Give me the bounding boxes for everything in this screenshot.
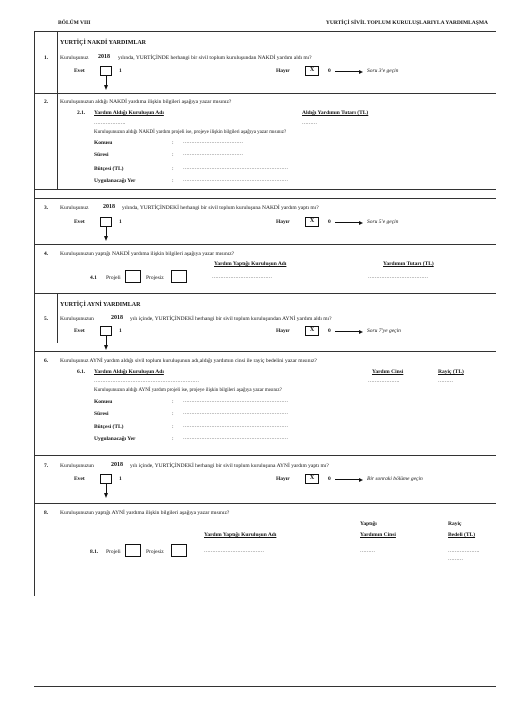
nakdi-section-title: YURTİÇİ NAKDİ YARDIMLAR xyxy=(60,40,147,46)
q7-skip-arrow-icon xyxy=(335,479,360,480)
q6-suresi-label: Süresi xyxy=(94,411,109,417)
q2-col-org: Yardım Aldığı Kuruluşun Adı xyxy=(94,110,164,116)
form-left-border xyxy=(34,31,35,596)
q2-suresi-dots[interactable]: ……………………………… xyxy=(183,152,243,157)
q5-skip-note: Soru 7'ye geçin xyxy=(367,328,401,334)
q6-butcesi-colon: : xyxy=(172,424,174,430)
q8-number: 8. xyxy=(44,510,49,516)
divider-q8 xyxy=(34,503,496,504)
q7-skip-note: Bir sonraki bölüme geçin xyxy=(367,476,423,482)
q5-hayir-label: Hayır xyxy=(276,328,290,334)
q2-butcesi-label: Bütçesi (TL) xyxy=(94,166,124,172)
q6-org-dots[interactable]: ……………………………………………………… xyxy=(94,379,199,384)
q8-org-dots[interactable]: ……………………………… xyxy=(204,549,264,554)
divider-q3 xyxy=(34,198,496,199)
q7-evet-checkbox[interactable] xyxy=(100,474,112,484)
q4-projeli-label: Projeli xyxy=(106,275,121,281)
q8-projeli-label: Projeli xyxy=(106,549,121,555)
q2-butcesi-colon: : xyxy=(172,166,174,172)
q3-year: 2018 xyxy=(103,204,115,210)
q5-year: 2018 xyxy=(111,315,123,321)
q6-uygulanacagi-colon: : xyxy=(172,436,174,442)
q3-evet-checkbox[interactable] xyxy=(100,217,112,227)
q4-projeli-checkbox[interactable] xyxy=(125,270,141,283)
q2-sub-number: 2.1. xyxy=(77,110,86,116)
q1-year: 2018 xyxy=(98,54,110,60)
q6-col-type: Yardım Cinsi xyxy=(372,369,404,375)
q8-projesiz-checkbox[interactable] xyxy=(171,544,187,557)
q6-text: Kuruluşunuz AYNİ yardım aldığı sivil toplum kuruluşunun adı,aldığı yardımın cinsi ile rayiç bedelini yazar mısınız? xyxy=(60,358,317,364)
q7-hayir-label: Hayır xyxy=(276,476,290,482)
q8-projesiz-label: Projesiz xyxy=(146,549,164,555)
q2-suresi-colon: : xyxy=(172,152,174,158)
q2-konusu-dots[interactable]: ……………………………… xyxy=(183,140,243,145)
q6-sub-number: 6.1. xyxy=(77,369,86,375)
inner-left-border-ayni xyxy=(57,293,58,343)
inner-left-border-nakdi xyxy=(57,31,58,189)
q1-down-arrow-icon xyxy=(106,76,107,86)
q2-amount-dots[interactable]: ……… xyxy=(302,121,317,126)
header-title: YURTİÇİ SİVİL TOPLUM KURULUŞLARIYLA YARDIMLAŞMA xyxy=(325,20,488,26)
q5-text: yılı içinde, YURTİÇİNDEKİ herhangi bir sivil toplum kuruluşundan AYNİ yardım aldı mı? xyxy=(130,316,332,322)
q2-suresi-label: Süresi xyxy=(94,152,109,158)
q2-project-question: Kuruluşunuzun aldığı NAKDİ yardım projeli ise, projeye ilişkin bilgileri aşağıya yazar mısınız? xyxy=(94,130,287,135)
divider-q2 xyxy=(34,93,496,94)
q8-value-dots[interactable]: ………………. xyxy=(448,549,480,554)
q6-konusu-dots[interactable]: ……………………………………………………… xyxy=(183,399,288,404)
q2-konusu-colon: : xyxy=(172,140,174,146)
q4-text: Kuruluşunuzun yaptığı NAKDİ yardıma ilişkin bilgileri aşağıya yazar mısınız? xyxy=(60,251,235,257)
divider-q4 xyxy=(34,244,496,245)
divider-q7 xyxy=(34,455,496,456)
q6-suresi-dots[interactable]: ……………………………………………………… xyxy=(183,411,288,416)
q6-uygulanacagi-label: Uygulanacağı Yer xyxy=(94,436,136,442)
q6-uygulanacagi-dots[interactable]: ……………………………………………………… xyxy=(183,436,288,441)
q5-evet-checkbox[interactable] xyxy=(100,326,112,336)
q1-number: 1. xyxy=(44,55,49,61)
q1-hayir-label: Hayır xyxy=(276,68,290,74)
q1-evet-checkbox[interactable] xyxy=(100,66,112,76)
q2-konusu-label: Konusu xyxy=(94,140,113,146)
q3-evet-code: 1 xyxy=(119,219,122,225)
q6-type-dots[interactable]: ………………. xyxy=(368,379,400,384)
q2-uygulanacagi-dots[interactable]: ……………………………………………………… xyxy=(183,178,288,183)
q8-sub-number: 8.1. xyxy=(90,549,99,555)
q1-evet-label: Evet xyxy=(74,68,85,74)
q3-evet-label: Evet xyxy=(74,219,85,225)
q4-number: 4. xyxy=(44,251,49,257)
q7-text-pre: Kuruluşunuzun xyxy=(60,463,94,469)
q8-col-org: Yardım Yaptığı Kuruluşun Adı xyxy=(204,532,277,538)
q8-col-type-line1: Yaptığı xyxy=(360,521,377,527)
q1-hayir-code: 0 xyxy=(328,68,331,74)
q4-col-org: Yardım Yaptığı Kuruluşun Adı xyxy=(214,261,287,267)
q8-type-dots[interactable]: ……… xyxy=(360,549,375,554)
q8-col-value-line1: Rayiç xyxy=(448,521,462,527)
q8-value-dots-continued[interactable]: ……… xyxy=(448,557,463,562)
divider-ayni xyxy=(34,293,496,294)
q7-down-arrow-icon xyxy=(106,484,107,494)
footer-rule xyxy=(34,686,496,687)
q1-text: yılında, YURTİÇİNDE herhangi bir sivil toplum kuruluşundan NAKDİ yardım aldı mı? xyxy=(118,55,312,61)
q8-projeli-checkbox[interactable] xyxy=(125,544,141,557)
q2-org-dots[interactable]: ………………. xyxy=(94,121,126,126)
q5-evet-label: Evet xyxy=(74,328,85,334)
q5-evet-code: 1 xyxy=(119,328,122,334)
q7-year: 2018 xyxy=(111,462,123,468)
q6-col-org: Yardım Aldığı Kuruluşun Adı xyxy=(94,369,164,375)
q1-skip-note: Soru 3'e geçin xyxy=(367,68,399,74)
q4-col-amount: Yardımın Tutarı (TL) xyxy=(383,261,434,267)
q5-text-pre: Kuruluşunuzun xyxy=(60,316,94,322)
q6-butcesi-dots[interactable]: ……………………………………………………… xyxy=(183,424,288,429)
q6-col-value: Rayiç (TL) xyxy=(438,369,464,375)
q5-hayir-code: 0 xyxy=(328,328,331,334)
q6-butcesi-label: Bütçesi (TL) xyxy=(94,424,124,430)
q2-number: 2. xyxy=(44,99,49,105)
divider-q3-top xyxy=(34,189,496,190)
header-rule xyxy=(34,31,496,32)
q8-text: Kuruluşunuzun yaptığı AYNİ yardıma ilişkin bilgileri aşağıya yazar mısınız? xyxy=(60,510,230,516)
q2-uygulanacagi-colon: : xyxy=(172,178,174,184)
q7-number: 7. xyxy=(44,463,49,469)
q4-projesiz-label: Projesiz xyxy=(146,275,164,281)
q2-butcesi-dots[interactable]: ……………………………………………………… xyxy=(183,166,288,171)
q4-projesiz-checkbox[interactable] xyxy=(171,270,187,283)
q3-skip-note: Soru 5'e geçin xyxy=(367,219,399,225)
divider-q6 xyxy=(34,351,496,352)
header-section-label: BÖLÜM VIII xyxy=(58,20,91,26)
q2-col-amount: Aldığı Yardımın Tutarı (TL) xyxy=(302,110,369,116)
q2-uygulanacagi-label: Uygulanacağı Yer xyxy=(94,178,136,184)
q1-text-pre: Kuruluşunuz xyxy=(60,55,89,61)
q3-text-pre: Kuruluşunuz xyxy=(60,205,89,211)
q5-number: 5. xyxy=(44,316,49,322)
q6-value-dots[interactable]: ……… xyxy=(438,379,453,384)
q5-down-arrow-icon xyxy=(106,336,107,346)
q6-konusu-label: Konusu xyxy=(94,399,113,405)
q1-hayir-checkbox[interactable]: X xyxy=(305,66,319,76)
q6-suresi-colon: : xyxy=(172,411,174,417)
q3-number: 3. xyxy=(44,205,49,211)
q3-down-arrow-icon xyxy=(106,227,107,237)
q6-konusu-colon: : xyxy=(172,399,174,405)
q4-sub-number: 4.1 xyxy=(90,275,97,281)
q3-hayir-code: 0 xyxy=(328,219,331,225)
q5-skip-arrow-icon xyxy=(335,331,360,332)
q4-org-dots[interactable]: ……………………………… xyxy=(212,275,272,280)
q7-evet-label: Evet xyxy=(74,476,85,482)
q2-text: Kuruluşunuzun aldığı NAKDİ yardıma ilişkin bilgileri aşağıya yazar mısınız? xyxy=(60,99,232,105)
q7-hayir-code: 0 xyxy=(328,476,331,482)
q7-evet-code: 1 xyxy=(119,476,122,482)
q5-hayir-checkbox[interactable]: X xyxy=(305,326,319,336)
ayni-section-title: YURTİÇİ AYNİ YARDIMLAR xyxy=(60,302,141,308)
q6-project-question: Kuruluşunuzun aldığı AYNİ yardım projeli ise, projeye ilişkin bilgileri aşağıya yazar mısınız? xyxy=(94,388,282,393)
q8-col-type-line2: Yardımın Cinsi xyxy=(360,532,396,538)
q4-amount-dots[interactable]: ……………………………… xyxy=(368,275,428,280)
q7-hayir-checkbox[interactable]: X xyxy=(305,474,319,484)
q8-col-value-line2: Bedeli (TL) xyxy=(448,532,476,538)
q3-text: yılında, YURTİÇİNDEKİ herhangi bir sivil toplum kuruluşuna NAKDİ yardım yaptı mı? xyxy=(122,205,319,211)
q3-hayir-checkbox[interactable]: X xyxy=(305,217,319,227)
q1-evet-code: 1 xyxy=(119,68,122,74)
q6-number: 6. xyxy=(44,358,49,364)
q1-skip-arrow-icon xyxy=(335,71,360,72)
q3-skip-arrow-icon xyxy=(335,222,360,223)
q3-hayir-label: Hayır xyxy=(276,219,290,225)
q7-text: yılı içinde, YURTİÇİNDEKİ herhangi bir sivil toplum kuruluşuna AYNİ yardım yaptı mı? xyxy=(130,463,329,469)
